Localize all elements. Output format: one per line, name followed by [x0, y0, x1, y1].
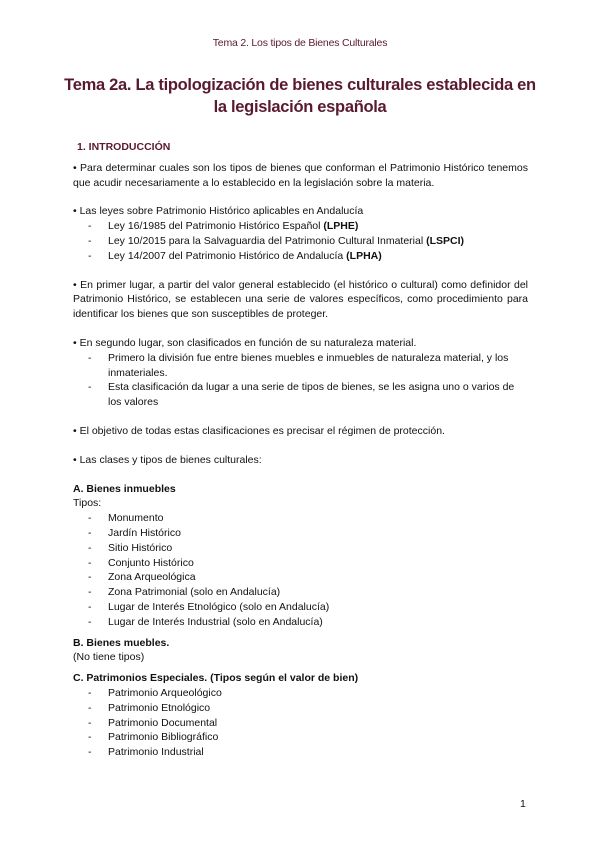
page-title: Tema 2a. La tipologización de bienes culturales establecida en la legislación española — [64, 76, 536, 116]
section-heading-especiales: C. Patrimonios Especiales. (Tipos según el valor de bien) — [73, 672, 359, 685]
tipos-label: Tipos: — [73, 497, 102, 510]
paragraph: • Para determinar cuales son los tipos de bienes que conforman el Patrimonio Histórico tenemos que acudir necesariamente a lo establecido en la legislación sobre la materia. — [73, 161, 528, 189]
especiales-list — [73, 686, 528, 760]
list-item: - Zona Patrimonial (solo en Andalucía) — [88, 585, 528, 600]
list-item: - Sitio Histórico — [88, 541, 528, 556]
document-body — [73, 140, 528, 760]
muebles-note: (No tiene tipos) — [73, 651, 145, 664]
laws-list — [73, 219, 528, 263]
paragraph: • El objetivo de todas estas clasificaciones es precisar el régimen de protección. — [73, 424, 445, 437]
classification-list — [73, 351, 528, 410]
list-item: - Zona Arqueológica — [88, 570, 528, 585]
inmuebles-list — [73, 511, 528, 629]
list-item: - Patrimonio Etnológico — [88, 701, 528, 716]
list-item: - Monumento — [88, 511, 528, 526]
list-item: - Patrimonio Documental — [88, 716, 528, 731]
list-item: - Patrimonio Arqueológico — [88, 686, 528, 701]
list-item: - Lugar de Interés Industrial (solo en Andalucía) — [88, 615, 528, 630]
paragraph: • En segundo lugar, son clasificados en función de su naturaleza material. — [73, 336, 417, 349]
list-item: - Lugar de Interés Etnológico (solo en Andalucía) — [88, 600, 528, 615]
list-item: - Patrimonio Industrial — [88, 745, 528, 760]
list-item: - Ley 10/2015 para la Salvaguardia del Patrimonio Cultural Inmaterial (LSPCI) — [88, 234, 528, 249]
section-heading-inmuebles: A. Bienes inmuebles — [73, 482, 176, 495]
list-item: - Ley 16/1985 del Patrimonio Histórico Español (LPHE) — [88, 219, 528, 234]
list-item: - Ley 14/2007 del Patrimonio Histórico de Andalucía (LPHA) — [88, 249, 528, 264]
paragraph: • Las clases y tipos de bienes culturales: — [73, 453, 262, 466]
page-number: 1 — [520, 798, 526, 810]
list-item: - Primero la división fue entre bienes muebles e inmuebles de naturaleza material, y los inmateriales. — [88, 351, 528, 381]
running-header: Tema 2. Los tipos de Bienes Culturales — [212, 37, 388, 49]
laws-intro: • Las leyes sobre Patrimonio Histórico aplicables en Andalucía — [73, 205, 364, 218]
list-item: - Esta clasificación da lugar a una serie de tipos de bienes, se les asigna uno o varios de los valores — [88, 380, 528, 410]
paragraph: • En primer lugar, a partir del valor general establecido (el histórico o cultural) como definidor del Patrimonio Histórico, se establecen una serie de valores específicos, como procedimiento para identificar los bienes que son susceptibles de proteger. — [73, 278, 528, 321]
section-heading-muebles: B. Bienes muebles. — [73, 636, 170, 649]
list-item: - Conjunto Histórico — [88, 556, 528, 571]
section-heading-introduccion: 1. INTRODUCCIÓN — [77, 141, 171, 153]
list-item: - Patrimonio Bibliográfico — [88, 730, 528, 745]
list-item: - Jardín Histórico — [88, 526, 528, 541]
